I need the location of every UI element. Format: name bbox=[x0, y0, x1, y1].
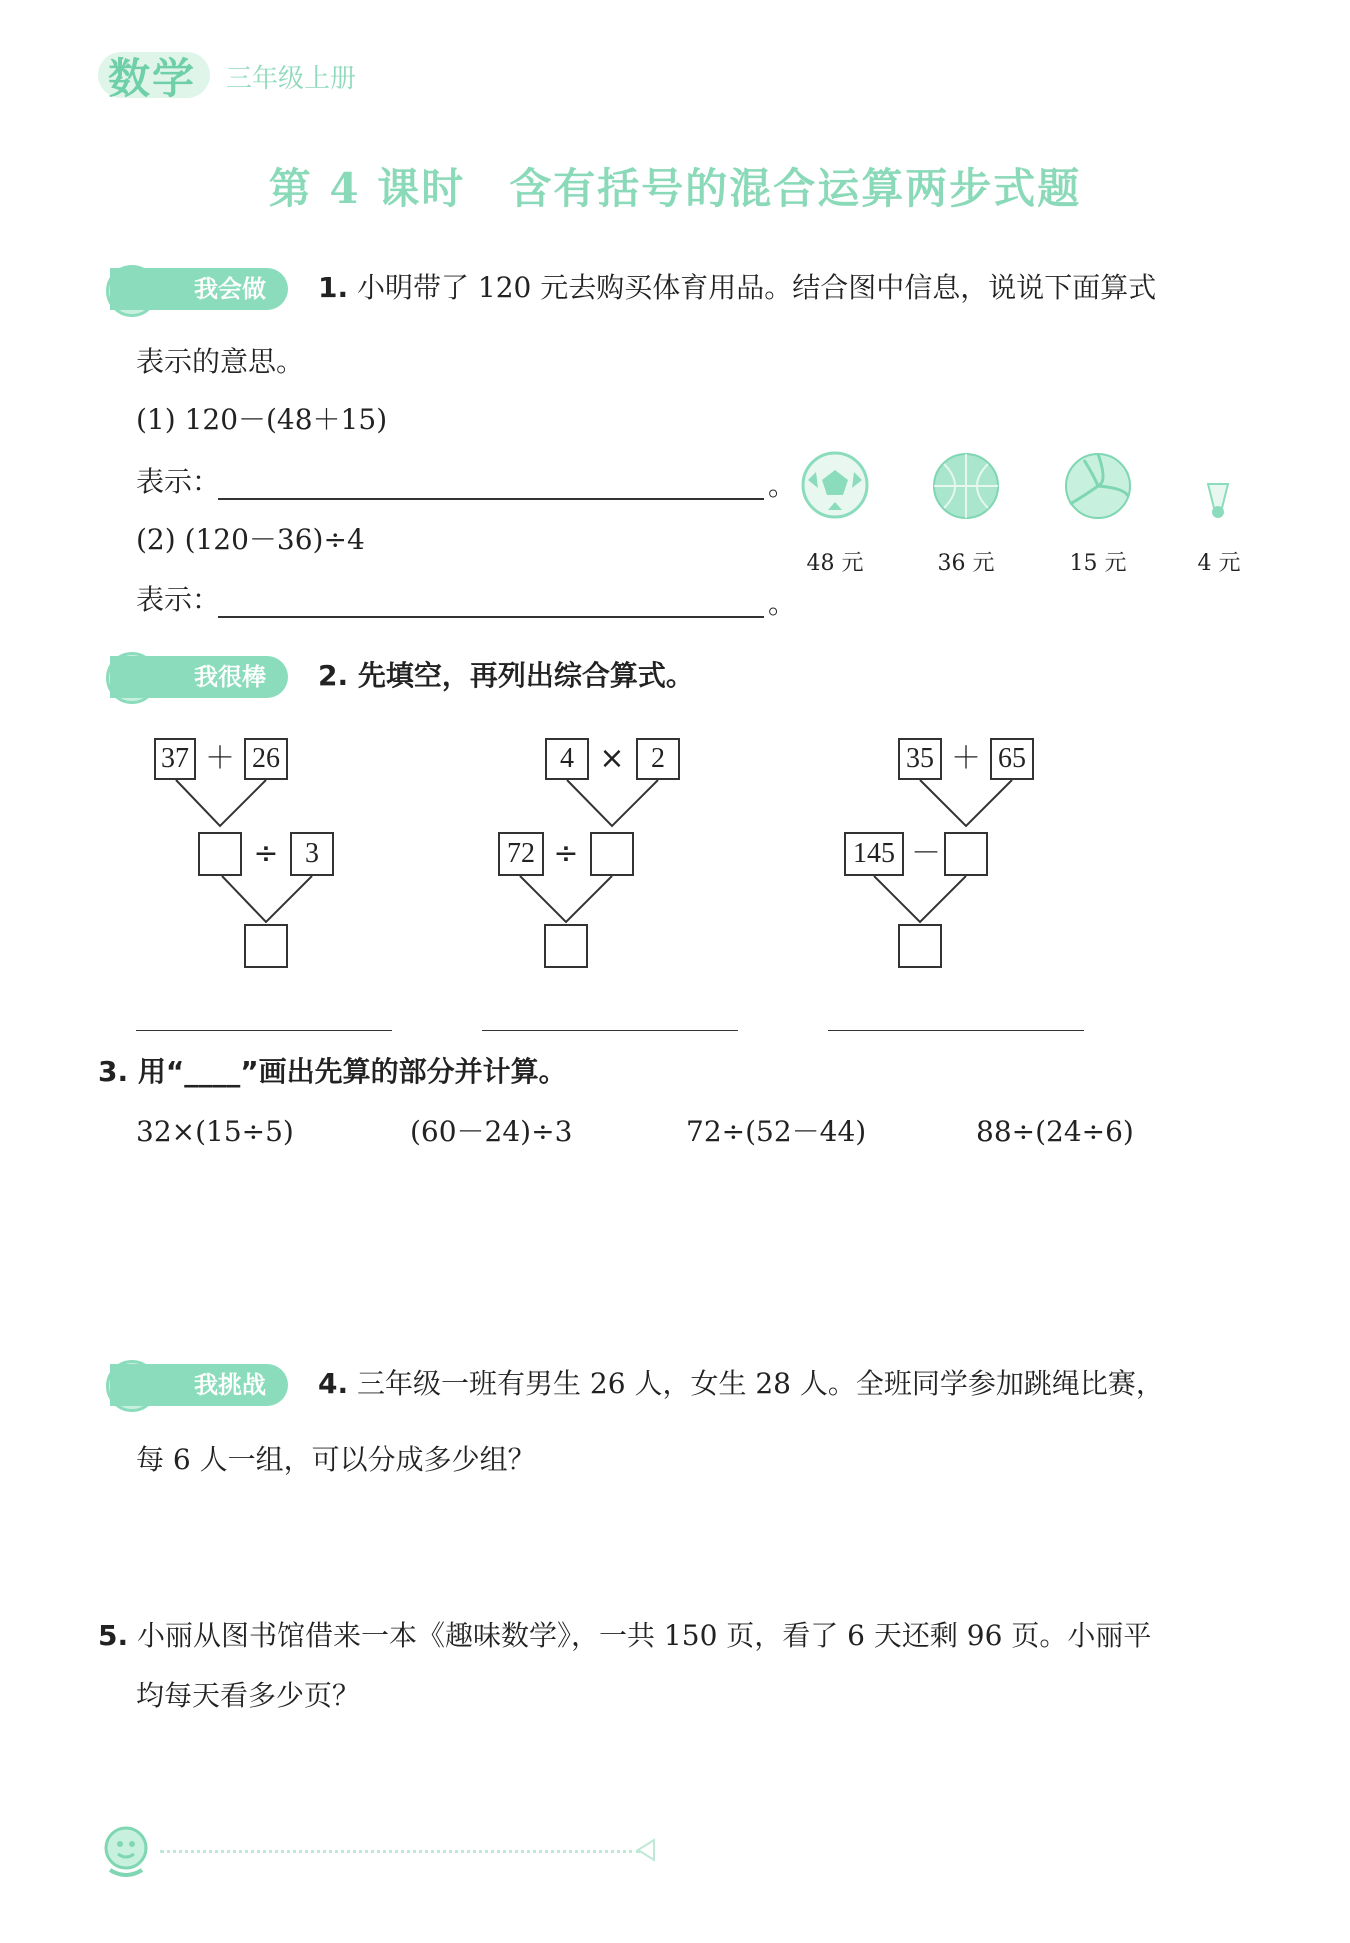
question-1-text-a: 小明带了 120 元去购买体育用品。结合图中信息，说说下面算式 bbox=[357, 271, 1157, 304]
question-5-text-a: 小丽从图书馆借来一本《趣味数学》，一共 150 页，看了 6 天还剩 96 页。小丽平 bbox=[137, 1619, 1152, 1652]
diagram-2-expression-line[interactable] bbox=[482, 1030, 738, 1031]
diagram-3-mid-op: － bbox=[911, 836, 941, 871]
badge-wo-tiao-zhan: 我挑战 bbox=[110, 1364, 288, 1406]
price-shuttlecock: 4 元 bbox=[1197, 551, 1241, 576]
badge-wo-hen-bang: 我很棒 bbox=[110, 656, 288, 698]
diagram-1-top-op: ＋ bbox=[205, 741, 235, 776]
diagram-2-mid-right-blank[interactable] bbox=[590, 832, 634, 876]
question-4-number: 4. bbox=[318, 1367, 349, 1400]
diagram-3-mid-left: 145 bbox=[844, 832, 904, 876]
question-4-text-a: 三年级一班有男生 26 人，女生 28 人。全班同学参加跳绳比赛， bbox=[357, 1367, 1164, 1400]
diagram-3-result-blank[interactable] bbox=[898, 924, 942, 968]
question-2-text: 先填空，再列出综合算式。 bbox=[357, 659, 694, 692]
q3-expression-3: 72÷(52－44) bbox=[686, 1115, 867, 1148]
diagram-1-result-blank[interactable] bbox=[244, 924, 288, 968]
price-volleyball: 15 元 bbox=[1069, 551, 1127, 576]
diagram-2-result-blank[interactable] bbox=[544, 924, 588, 968]
question-1-number: 1. bbox=[318, 271, 349, 304]
diagram-1-expression-line[interactable] bbox=[136, 1030, 392, 1031]
answer-label-1: 表示： bbox=[136, 465, 221, 498]
subject-label: 数学 bbox=[108, 54, 197, 103]
question-1-sub-2: (2) (120－36)÷4 bbox=[136, 523, 365, 556]
q3-expression-4: 88÷(24÷6) bbox=[976, 1115, 1134, 1148]
diagram-1-top-left: 37 bbox=[154, 738, 196, 780]
question-4-text-b: 每 6 人一组，可以分成多少组？ bbox=[136, 1443, 536, 1476]
diagram-2-top-right: 2 bbox=[636, 738, 680, 780]
diagram-1-top-right: 26 bbox=[244, 738, 288, 780]
diagram-3-mid-right-blank[interactable] bbox=[944, 832, 988, 876]
question-3-line bbox=[98, 1052, 567, 1092]
price-basketball: 36 元 bbox=[937, 551, 995, 576]
diagram-3-top-op: ＋ bbox=[951, 741, 981, 776]
question-3-number: 3. bbox=[98, 1055, 129, 1088]
question-5-text-b: 均每天看多少页？ bbox=[136, 1679, 361, 1712]
answer-period-1: 。 bbox=[768, 469, 797, 502]
diagram-2-mid-left: 72 bbox=[498, 832, 544, 876]
diagram-3-expression-line[interactable] bbox=[828, 1030, 1084, 1031]
diagram-1-mid-op: ÷ bbox=[253, 836, 279, 871]
grade-label: 三年级上册 bbox=[226, 64, 357, 94]
diagram-2-mid-op: ÷ bbox=[553, 836, 579, 871]
answer-label-2: 表示： bbox=[136, 583, 221, 616]
diagram-3-top-left: 35 bbox=[898, 738, 942, 780]
badge-wo-hui-zuo: 我会做 bbox=[110, 268, 288, 310]
answer-period-2: 。 bbox=[768, 587, 797, 620]
lesson-title: 第 4 课时 含有括号的混合运算两步式题 bbox=[268, 164, 1082, 213]
question-5-number: 5. bbox=[98, 1619, 129, 1652]
diagram-1-mid-left-blank[interactable] bbox=[198, 832, 242, 876]
question-4-line-1 bbox=[318, 1364, 1164, 1404]
diagram-1-mid-right: 3 bbox=[290, 832, 334, 876]
question-2-number: 2. bbox=[318, 659, 349, 692]
price-soccer-ball: 48 元 bbox=[806, 551, 864, 576]
question-3-text: 用“____”画出先算的部分并计算。 bbox=[137, 1055, 567, 1088]
footer-dotted-line bbox=[160, 1850, 640, 1853]
question-1-text-b: 表示的意思。 bbox=[136, 345, 305, 378]
diagram-2-top-op: × bbox=[599, 741, 625, 776]
question-1-sub-1: (1) 120－(48＋15) bbox=[136, 403, 388, 436]
arrow-left-icon bbox=[634, 1838, 658, 1862]
question-5-line-1 bbox=[98, 1616, 1151, 1656]
diagram-2-top-left: 4 bbox=[545, 738, 589, 780]
diagram-3-top-right: 65 bbox=[990, 738, 1034, 780]
q3-expression-2: (60－24)÷3 bbox=[410, 1115, 573, 1148]
cartoon-mascot-icon bbox=[96, 1820, 160, 1884]
q3-expression-1: 32×(15÷5) bbox=[136, 1115, 294, 1148]
